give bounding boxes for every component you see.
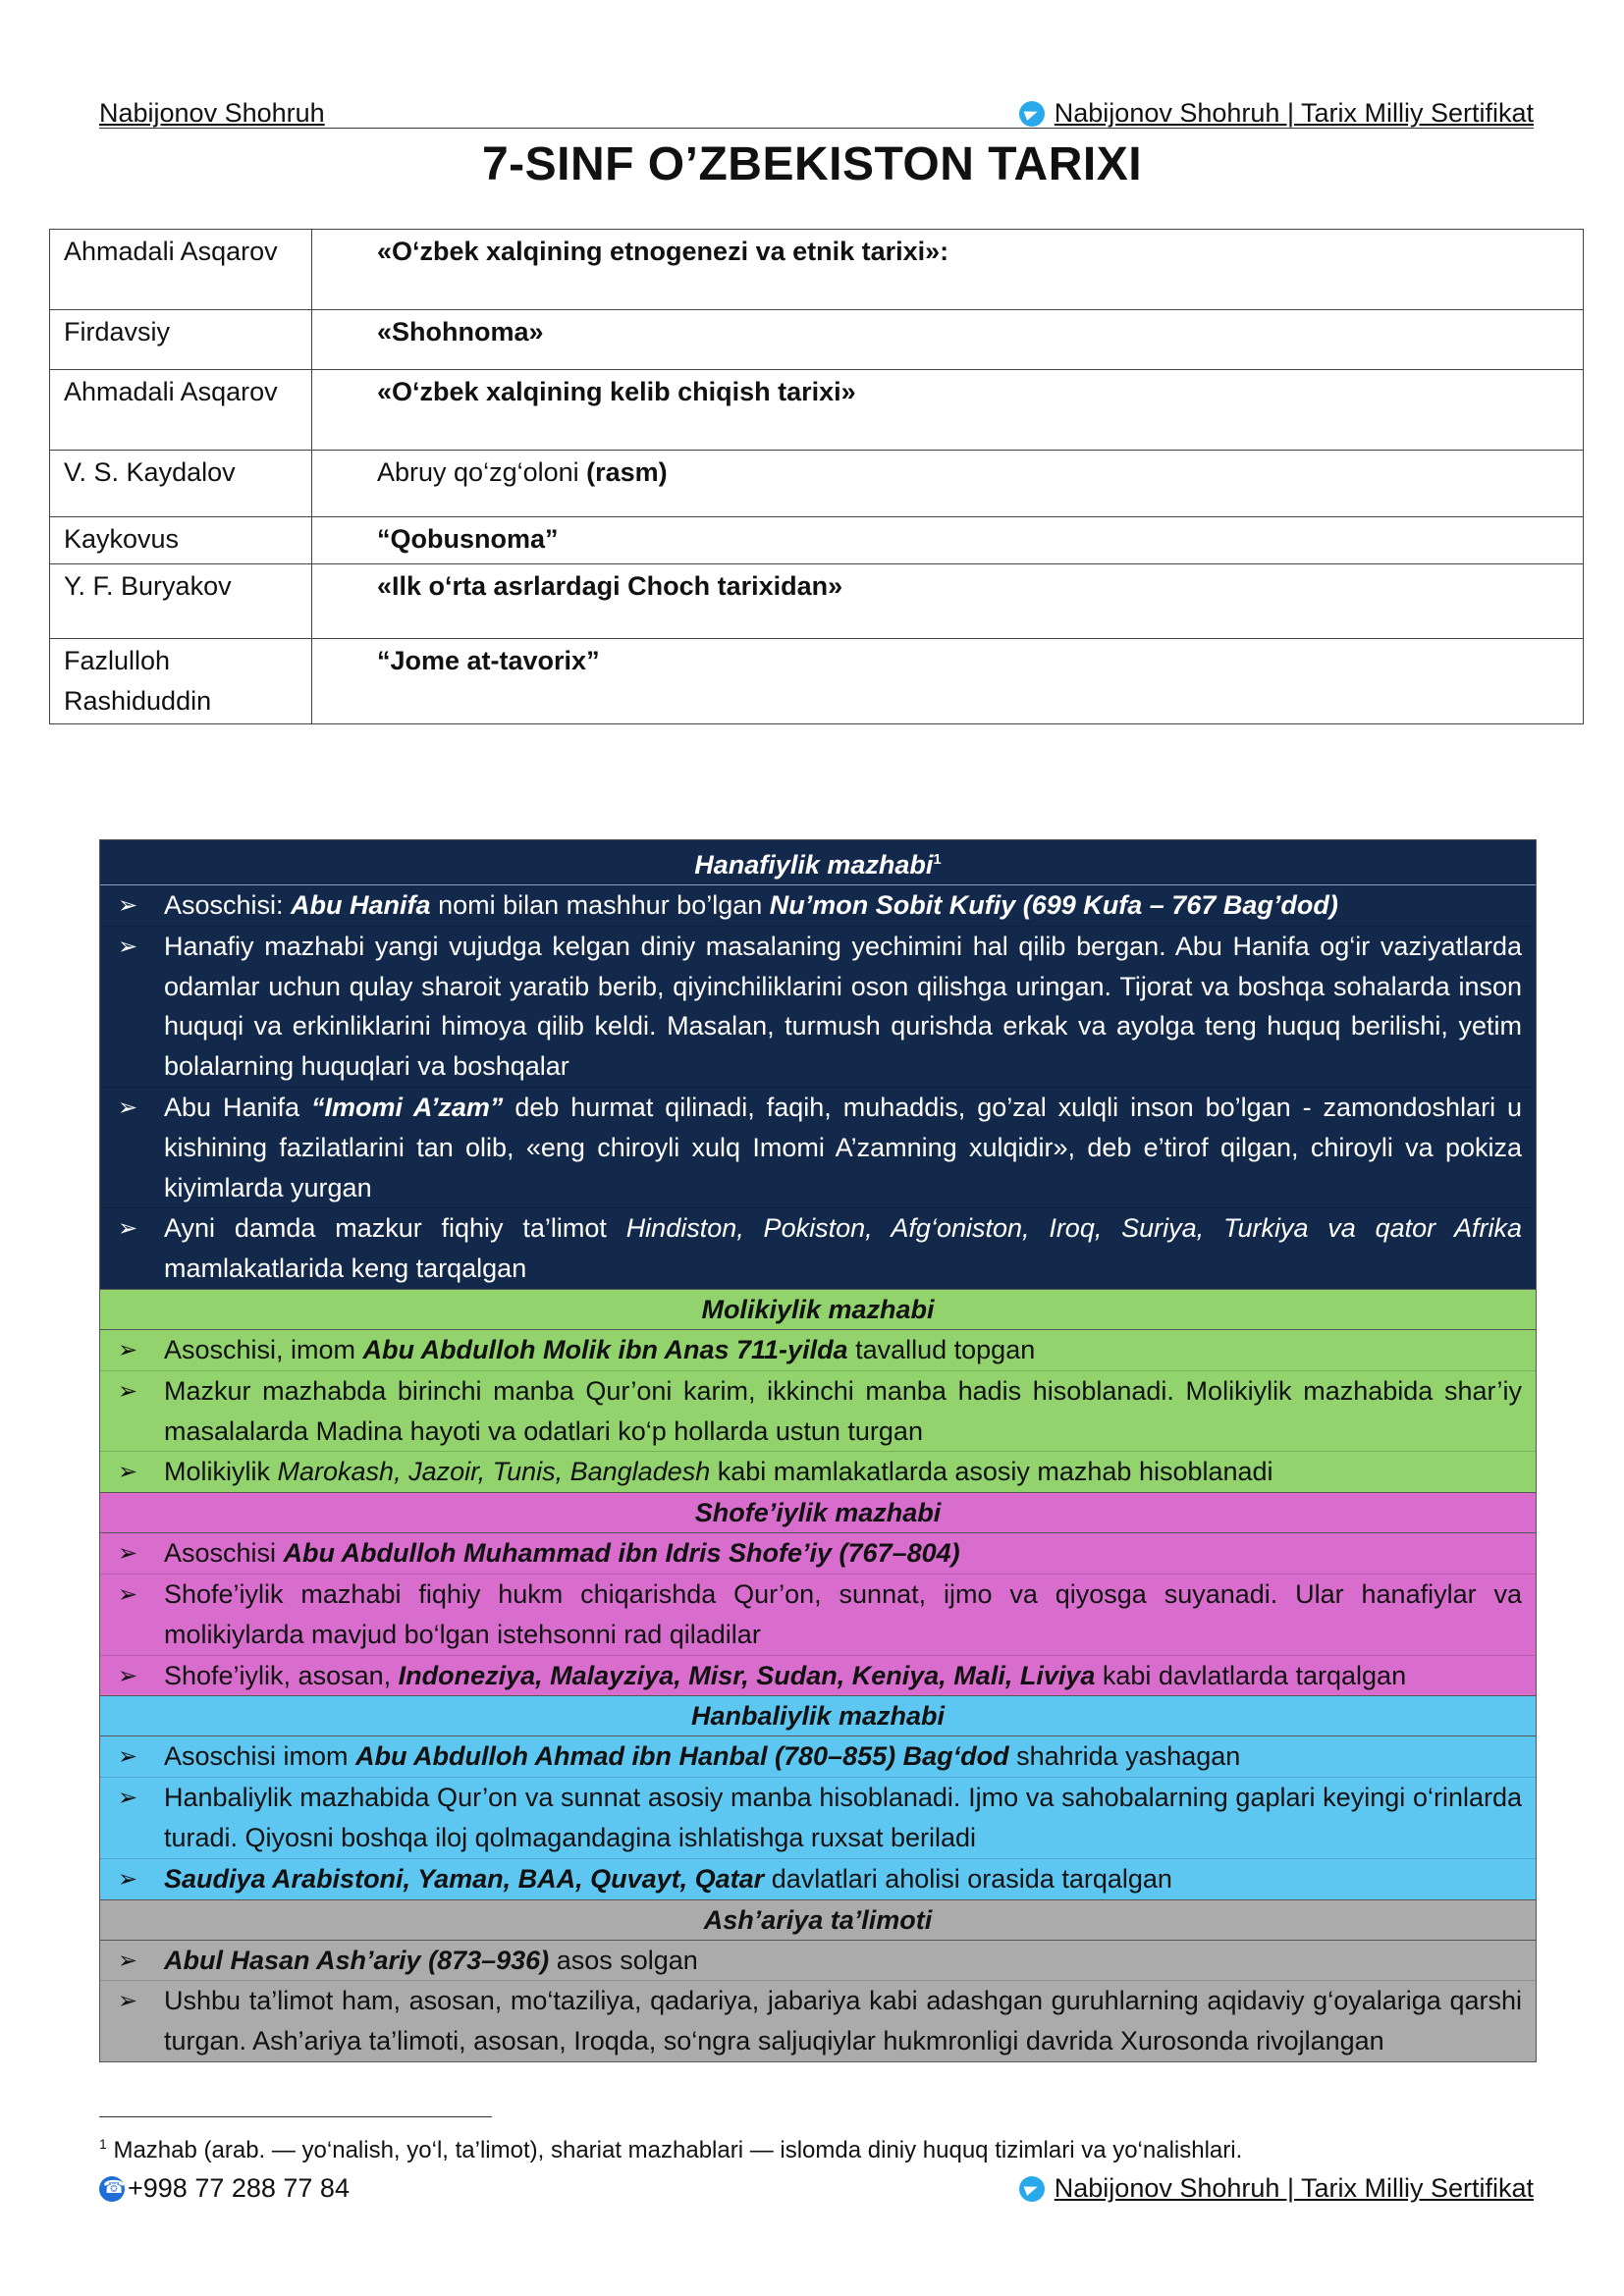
author-cell: Kaykovus — [50, 517, 312, 564]
text: kabi davlatlarda tarqalgan — [1095, 1660, 1407, 1690]
text: tavallud topgan — [847, 1334, 1036, 1364]
emph: Hindiston, Pokiston, Afg‘oniston, Iroq, Suriya, Turkiya va qator Afrika — [625, 1213, 1522, 1244]
text: mamlakatlarida keng tarqalgan — [164, 1254, 527, 1284]
work-cell: «Ilk o‘rta asrlardagi Choch tarixidan» — [312, 564, 1584, 639]
text: Asoschisi — [164, 1538, 284, 1569]
shofei-section — [100, 1492, 1536, 1695]
author-cell: Firdavsiy — [50, 310, 312, 370]
work-cell — [312, 451, 1584, 517]
list-item — [100, 1859, 1536, 1899]
section-title: Shofe’iylik mazhabi — [100, 1492, 1536, 1533]
text: davlatlari aholisi orasida tarqalgan — [764, 1863, 1172, 1894]
section-title — [100, 840, 1536, 885]
mazhab-table — [99, 839, 1537, 2062]
page-title: 7-SINF O’ZBEKISTON TARIXI — [481, 138, 1143, 190]
table-row — [50, 517, 1584, 564]
table-row — [50, 310, 1584, 370]
header-channel-text: Nabijonov Shohruh | Tarix Milliy Sertifikat — [1054, 98, 1534, 128]
section-title: Ash’ariya ta’limoti — [100, 1899, 1536, 1941]
emph: Abul Hasan Ash’ariy (873–936) — [164, 1945, 550, 1975]
list-item — [100, 1208, 1536, 1289]
text: Asoschisi imom — [164, 1741, 356, 1772]
emph: Abu Abdulloh Muhammad ibn Idris Shofe’iy (767–804) — [283, 1538, 960, 1569]
list-item — [100, 1656, 1536, 1696]
author-cell: Y. F. Buryakov — [50, 564, 312, 639]
list-item — [100, 885, 1536, 927]
text: Shofe’iylik, asosan, — [164, 1660, 399, 1690]
emph: Marokash, Jazoir, Tunis, Bangladesh — [277, 1457, 711, 1487]
work-cell: “Qobusnoma” — [312, 517, 1584, 564]
emph: Saudiya Arabistoni, Yaman, BAA, Quvayt, Qatar — [164, 1863, 765, 1894]
text: Ayni damda mazkur fiqhiy ta’limot — [164, 1213, 626, 1244]
text: shahrida yashagan — [1008, 1741, 1241, 1772]
table-row — [50, 639, 1584, 724]
sources-table — [49, 229, 1584, 724]
table-row — [50, 370, 1584, 451]
author-cell: Ahmadali Asqarov — [50, 370, 312, 451]
text: Molikiylik — [164, 1457, 278, 1487]
footnote — [99, 2136, 1242, 2164]
section-title: Hanbaliylik mazhabi — [100, 1695, 1536, 1736]
emph: Indoneziya, Malayziya, Misr, Sudan, Keniya, Mali, Liviya — [398, 1660, 1096, 1690]
text: kabi mamlakatlarda asosiy mazhab hisoblanadi — [710, 1457, 1273, 1487]
emph: “Imomi A’zam” — [310, 1092, 504, 1122]
emph: Abu Hanifa — [291, 890, 431, 920]
text: Asoschisi, imom — [164, 1334, 363, 1364]
work-note: (rasm) — [586, 457, 668, 487]
list-item — [100, 1736, 1536, 1778]
header-divider — [99, 128, 1534, 129]
list-item: ➢ Mazkur mazhabda birinchi manba Qur’oni karim, ikkinchi manba hadis hisoblanadi. Molikiylik mazhabida shar’iy masalalarda Madina hayoti va odatlari ko‘p hollarda ustun turgan — [100, 1371, 1536, 1453]
work-text: Abruy qo‘zg‘oloni — [377, 457, 587, 487]
list-item — [100, 1088, 1536, 1208]
list-item — [100, 1533, 1536, 1575]
list-item: ➢ Shofe’iylik mazhabi fiqhiy hukm chiqarishda Qur’on, sunnat, ijmo va qiyosga suyanadi. Ular hanafiylar va molikiylarda mavjud bo‘lgan istehsonni rad qiladilar — [100, 1575, 1536, 1656]
text: Asoschisi: — [164, 890, 292, 920]
moliki-section — [100, 1289, 1536, 1492]
work-cell: «O‘zbek xalqining etnogenezi va etnik tarixi»: — [312, 230, 1584, 310]
footnote-divider — [99, 2116, 492, 2117]
section-title: Molikiylik mazhabi — [100, 1289, 1536, 1330]
author-cell: Ahmadali Asqarov — [50, 230, 312, 310]
work-cell: «Shohnoma» — [312, 310, 1584, 370]
phone-number: +998 77 288 77 84 — [128, 2173, 350, 2203]
table-row — [50, 451, 1584, 517]
hanbali-section — [100, 1695, 1536, 1898]
telegram-icon — [1019, 2176, 1045, 2202]
telegram-icon — [1019, 101, 1045, 127]
author-cell: V. S. Kaydalov — [50, 451, 312, 517]
header-channel-link[interactable] — [1019, 98, 1534, 129]
work-cell: “Jome at-tavorix” — [312, 639, 1584, 724]
footnote-ref: 1 — [933, 851, 942, 868]
emph: Nu’mon Sobit Kufiy (699 Kufa – 767 Bag’dod) — [769, 890, 1338, 920]
list-item: ➢ Hanafiy mazhabi yangi vujudga kelgan diniy masalaning yechimini hal qilib bergan. Abu Hanifa og‘ir vaziyatlarda odamlar uchun qulay sharoit yaratib berib, qiyinchiliklarini oson qilishga uringan. Tijorat va boshqa sohalarda inson huquqi va erkinliklarini himoya qilib keldi. Masalan, turmush qurishda erkak va ayolga teng huquq berilishi, yetim bolalarning huquqlari va boshqalar — [100, 927, 1536, 1088]
ashari-section — [100, 1899, 1536, 2061]
text: Abu Hanifa — [164, 1092, 311, 1122]
table-row — [50, 230, 1584, 310]
footnote-text: Mazhab (arab. — yo‘nalish, yo‘l, ta’limot), shariat mazhablari — islomda diniy huquq tizimlari va yo‘nalishlari. — [106, 2137, 1243, 2163]
footer-channel-text: Nabijonov Shohruh | Tarix Milliy Sertifikat — [1054, 2173, 1534, 2203]
hanafiy-section — [100, 840, 1536, 1289]
list-item — [100, 1330, 1536, 1371]
emph: Abu Abdulloh Ahmad ibn Hanbal (780–855) Bag‘dod — [355, 1741, 1009, 1772]
text: deb hurmat qilinadi, faqih, muhaddis, go’zal xulqli inson bo’lgan - zamondoshlari u kishining fazilatlarini tan olib, «eng chiroyli xulq Imomi A’zamning xulqidir», deb e’tirof qilgan, chiroyli va pokiza kiyimlarda yurgan — [164, 1092, 1523, 1202]
list-item — [100, 1452, 1536, 1492]
footnote-mark: 1 — [99, 2136, 107, 2152]
list-item: ➢ Ushbu ta’limot ham, asosan, mo‘taziliya, qadariya, jabariya kabi adashgan guruhlarning aqidaviy g‘oyalariga qarshi turgan. Ash’ariya ta’limoti, asosan, Iroqda, so‘ngra saljuqiylar hukmronligi davrida Xurosonda rivojlangan — [100, 1981, 1536, 2061]
table-row — [50, 564, 1584, 639]
list-item — [100, 1941, 1536, 1982]
list-item: ➢ Hanbaliylik mazhabida Qur’on va sunnat asosiy manba hisoblanadi. Ijmo va sahobalarning gaplari keyingi o‘rinlarda turadi. Qiyosni boshqa iloj qolmagandagina ishlatishga ruxsat beriladi — [100, 1778, 1536, 1859]
emph: Abu Abdulloh Molik ibn Anas 711-yilda — [362, 1334, 848, 1364]
footer-channel-link[interactable] — [1019, 2173, 1534, 2204]
header-author: Nabijonov Shohruh — [99, 98, 325, 128]
footer-phone[interactable] — [99, 2173, 350, 2204]
author-cell: Fazlulloh Rashiduddin — [50, 639, 312, 724]
text: nomi bilan mashhur bo’lgan — [430, 890, 770, 920]
section-title-text: Hanafiylik mazhabi — [694, 850, 934, 880]
text: asos solgan — [549, 1945, 698, 1975]
phone-icon — [99, 2176, 125, 2202]
work-cell: «O‘zbek xalqining kelib chiqish tarixi» — [312, 370, 1584, 451]
